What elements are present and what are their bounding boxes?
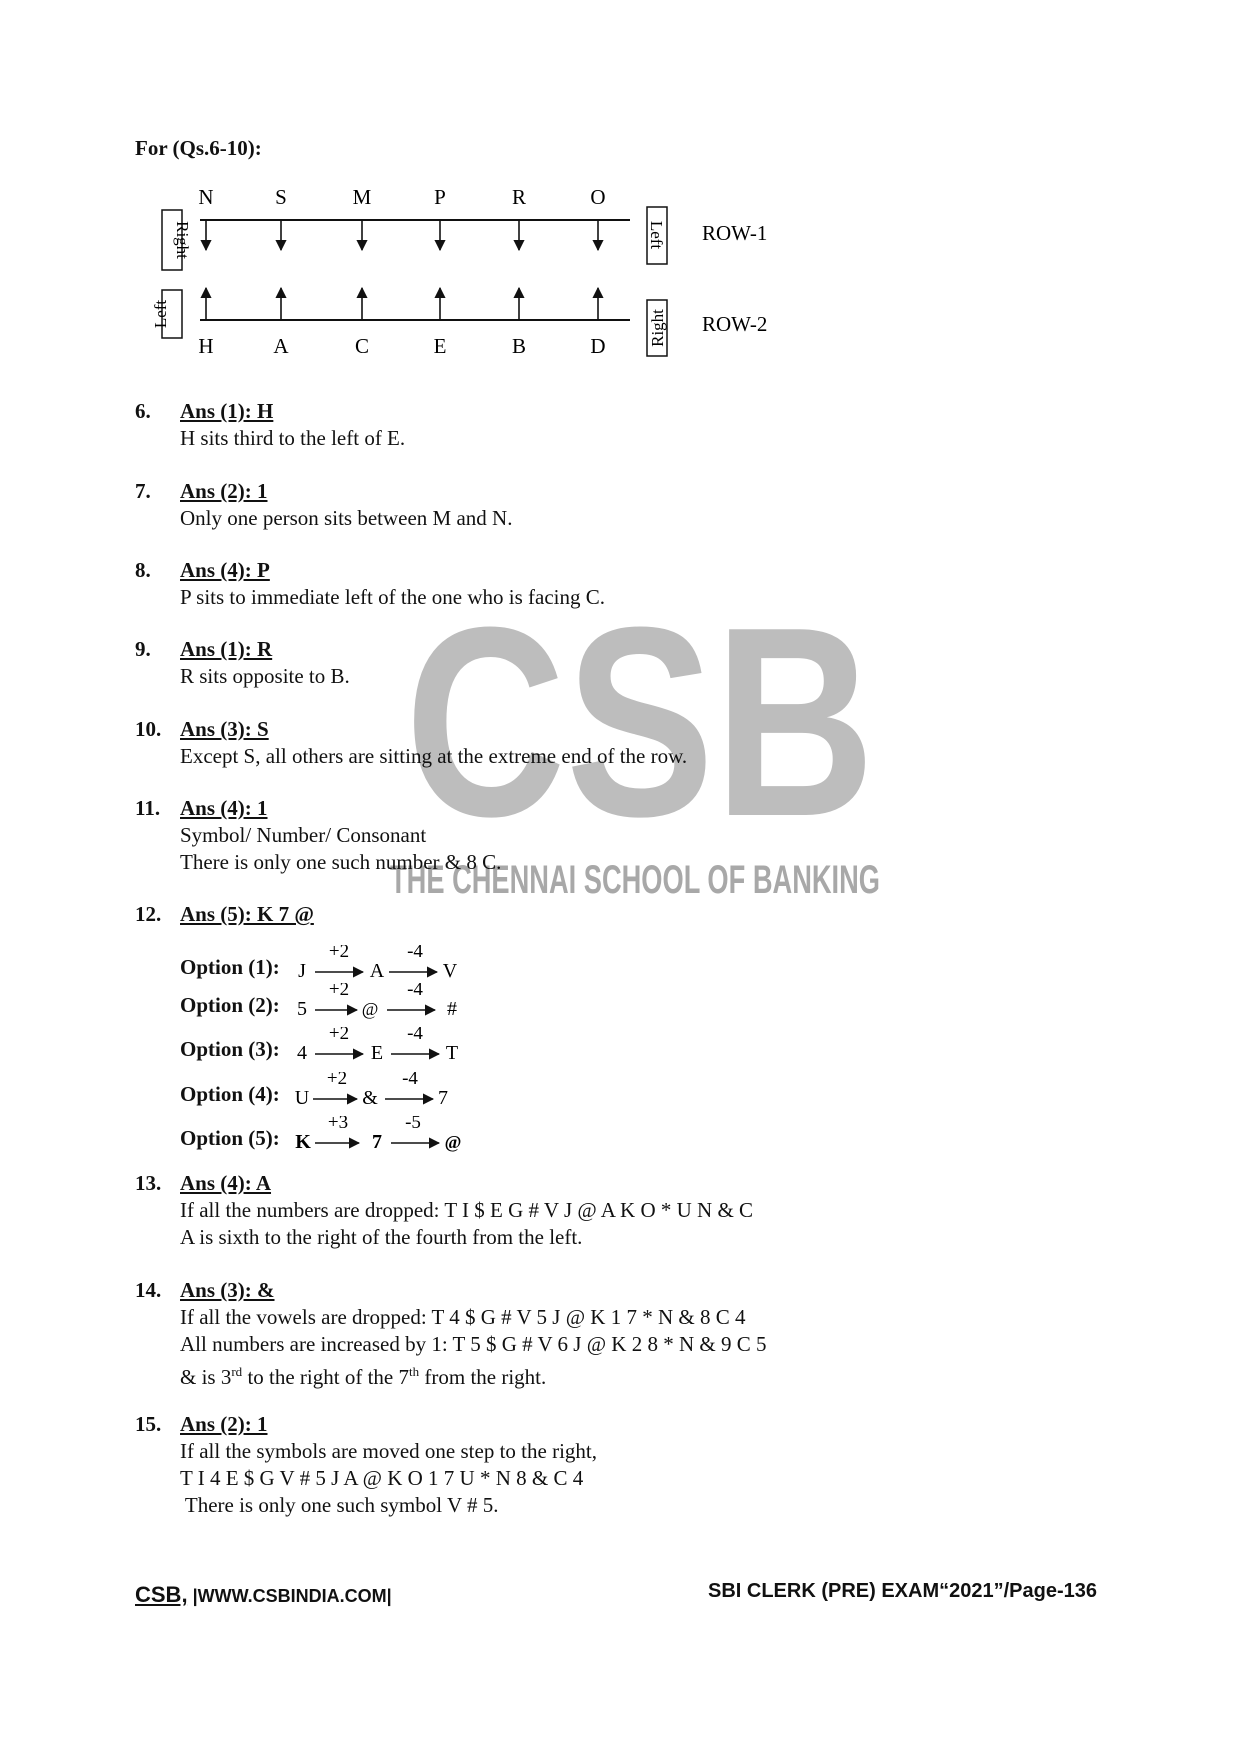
option-sequence	[295, 1027, 495, 1072]
operation-2: -4	[402, 1072, 418, 1089]
explanation-line: P sits to immediate left of the one who is facing C.	[180, 585, 605, 609]
text-part: & is 3	[180, 1365, 232, 1389]
text-part: to the right of the 7	[242, 1365, 409, 1389]
operation-2: -4	[407, 983, 423, 1000]
row1-letters	[198, 185, 605, 209]
term-c: V	[442, 960, 458, 982]
row1-label: ROW-1	[702, 221, 768, 245]
operation-1: +2	[328, 1027, 350, 1044]
answer-label: Ans (3): &	[180, 1278, 275, 1302]
option-sequence	[295, 983, 495, 1028]
question-number: 15.	[135, 1412, 162, 1436]
row2-seat-label: H	[198, 334, 214, 358]
answer-label: Ans (5): K 7 @	[180, 902, 314, 926]
term-b: E	[370, 1042, 384, 1064]
explanation-line: All numbers are increased by 1: T 5 $ G # V 6 J @ K 2 8 * N & 9 C 5	[180, 1332, 767, 1356]
text-part: from the right.	[419, 1365, 547, 1389]
term-a: 5	[297, 998, 307, 1020]
row2-seat-label: A	[273, 334, 289, 358]
explanation-line: If all the numbers are dropped: T I $ E G # V J @ A K O * U N & C	[180, 1198, 754, 1222]
section-heading: For (Qs.6-10):	[135, 136, 262, 160]
question-number: 10.	[135, 717, 162, 741]
row2-seat-label: B	[511, 334, 527, 358]
explanation-line: Only one person sits between M and N.	[180, 506, 513, 530]
term-a: K	[295, 1131, 311, 1153]
row1-seat-label: O	[590, 185, 606, 209]
option-label: Option (1):	[180, 955, 280, 979]
explanation-line: If all the vowels are dropped: T 4 $ G # V 5 J @ K 1 7 * N & 8 C 4	[180, 1305, 746, 1329]
term-c: 7	[438, 1087, 448, 1109]
term-b: 7	[372, 1131, 382, 1153]
watermark-tagline: THE CHENNAI SCHOOL OF BANKING	[390, 858, 880, 902]
footer-brand-name: CSB,	[135, 1582, 188, 1607]
row1-seat-label: R	[511, 185, 527, 209]
explanation-line	[180, 1358, 766, 1391]
operation-2: -5	[405, 1116, 421, 1133]
row1-seat-label: P	[434, 185, 446, 209]
option-sequence	[295, 1116, 495, 1161]
explanation-line: T I 4 E $ G V # 5 J A @ K O 1 7 U * N 8 & C 4	[180, 1466, 584, 1490]
term-a: J	[298, 960, 306, 982]
question-number: 12.	[135, 902, 162, 926]
answer-label: Ans (3): S	[180, 717, 269, 741]
row1-seat-label: M	[352, 185, 372, 209]
term-b: @	[361, 999, 379, 1019]
operation-1: +2	[326, 1072, 348, 1089]
term-b: A	[369, 960, 385, 982]
operation-2: -4	[407, 945, 423, 962]
row2-left-box-label: Left	[151, 299, 170, 329]
row2-seat-label: C	[354, 334, 370, 358]
ordinal-suffix: th	[409, 1364, 420, 1379]
ordinal-suffix: rd	[231, 1364, 243, 1379]
row1-arrows	[206, 220, 598, 250]
row2-seat-label: D	[590, 334, 606, 358]
question-number: 9.	[135, 637, 151, 661]
answer-label: Ans (4): A	[180, 1171, 272, 1195]
explanation-line: There is only one such number & 8 C.	[180, 850, 502, 874]
seating-diagram	[150, 180, 800, 380]
row2-arrows	[206, 288, 598, 320]
answer-label: Ans (2): 1	[180, 479, 268, 503]
row2-right-box-label: Right	[648, 309, 667, 347]
explanation-line: A is sixth to the right of the fourth from the left.	[180, 1225, 583, 1249]
row1-seat-label: N	[198, 185, 214, 209]
explanation-line: R sits opposite to B.	[180, 664, 350, 688]
footer-brand	[135, 1582, 392, 1608]
option-sequence	[295, 1072, 495, 1117]
question-number: 7.	[135, 479, 151, 503]
row1-left-box-label: Right	[173, 221, 192, 259]
operation-1: +2	[328, 945, 350, 962]
explanation-line: Symbol/ Number/ Consonant	[180, 823, 427, 847]
option-label: Option (3):	[180, 1037, 280, 1061]
row1-right-box-label: Left	[647, 220, 666, 250]
answer-label: Ans (1): H	[180, 399, 274, 423]
term-c: @	[444, 1132, 462, 1152]
term-c: #	[447, 998, 457, 1020]
operation-2: -4	[407, 1027, 423, 1044]
answer-label: Ans (4): 1	[180, 796, 268, 820]
term-a: 4	[297, 1042, 307, 1064]
option-label: Option (5):	[180, 1126, 280, 1150]
row2-label: ROW-2	[702, 312, 768, 336]
row1-seat-label: S	[275, 185, 287, 209]
row2-letters	[198, 334, 605, 358]
option-label: Option (2):	[180, 993, 280, 1017]
question-number: 13.	[135, 1171, 162, 1195]
question-number: 14.	[135, 1278, 162, 1302]
question-number: 6.	[135, 399, 151, 423]
term-b: &	[362, 1087, 378, 1109]
operation-1: +2	[328, 983, 350, 1000]
explanation-line: Except S, all others are sitting at the extreme end of the row.	[180, 744, 688, 768]
option-label: Option (4):	[180, 1082, 280, 1106]
answer-label: Ans (4): P	[180, 558, 270, 582]
explanation-line: There is only one such symbol V # 5.	[180, 1493, 499, 1517]
answer-label: Ans (2): 1	[180, 1412, 268, 1436]
watermark-logo-text: CSB	[405, 590, 875, 873]
term-a: U	[295, 1087, 310, 1109]
footer-page-info: SBI CLERK (PRE) EXAM“2021”/Page-136	[708, 1580, 1098, 1602]
row2-seat-label: E	[433, 334, 447, 358]
answer-label: Ans (1): R	[180, 637, 273, 661]
term-c: T	[445, 1042, 459, 1064]
footer-website: |WWW.CSBINDIA.COM|	[187, 1586, 392, 1606]
operation-1: +3	[327, 1116, 349, 1133]
explanation-line: If all the symbols are moved one step to the right,	[180, 1439, 597, 1463]
question-number: 11.	[135, 796, 161, 820]
question-number: 8.	[135, 558, 151, 582]
explanation-line: H sits third to the left of E.	[180, 426, 406, 450]
